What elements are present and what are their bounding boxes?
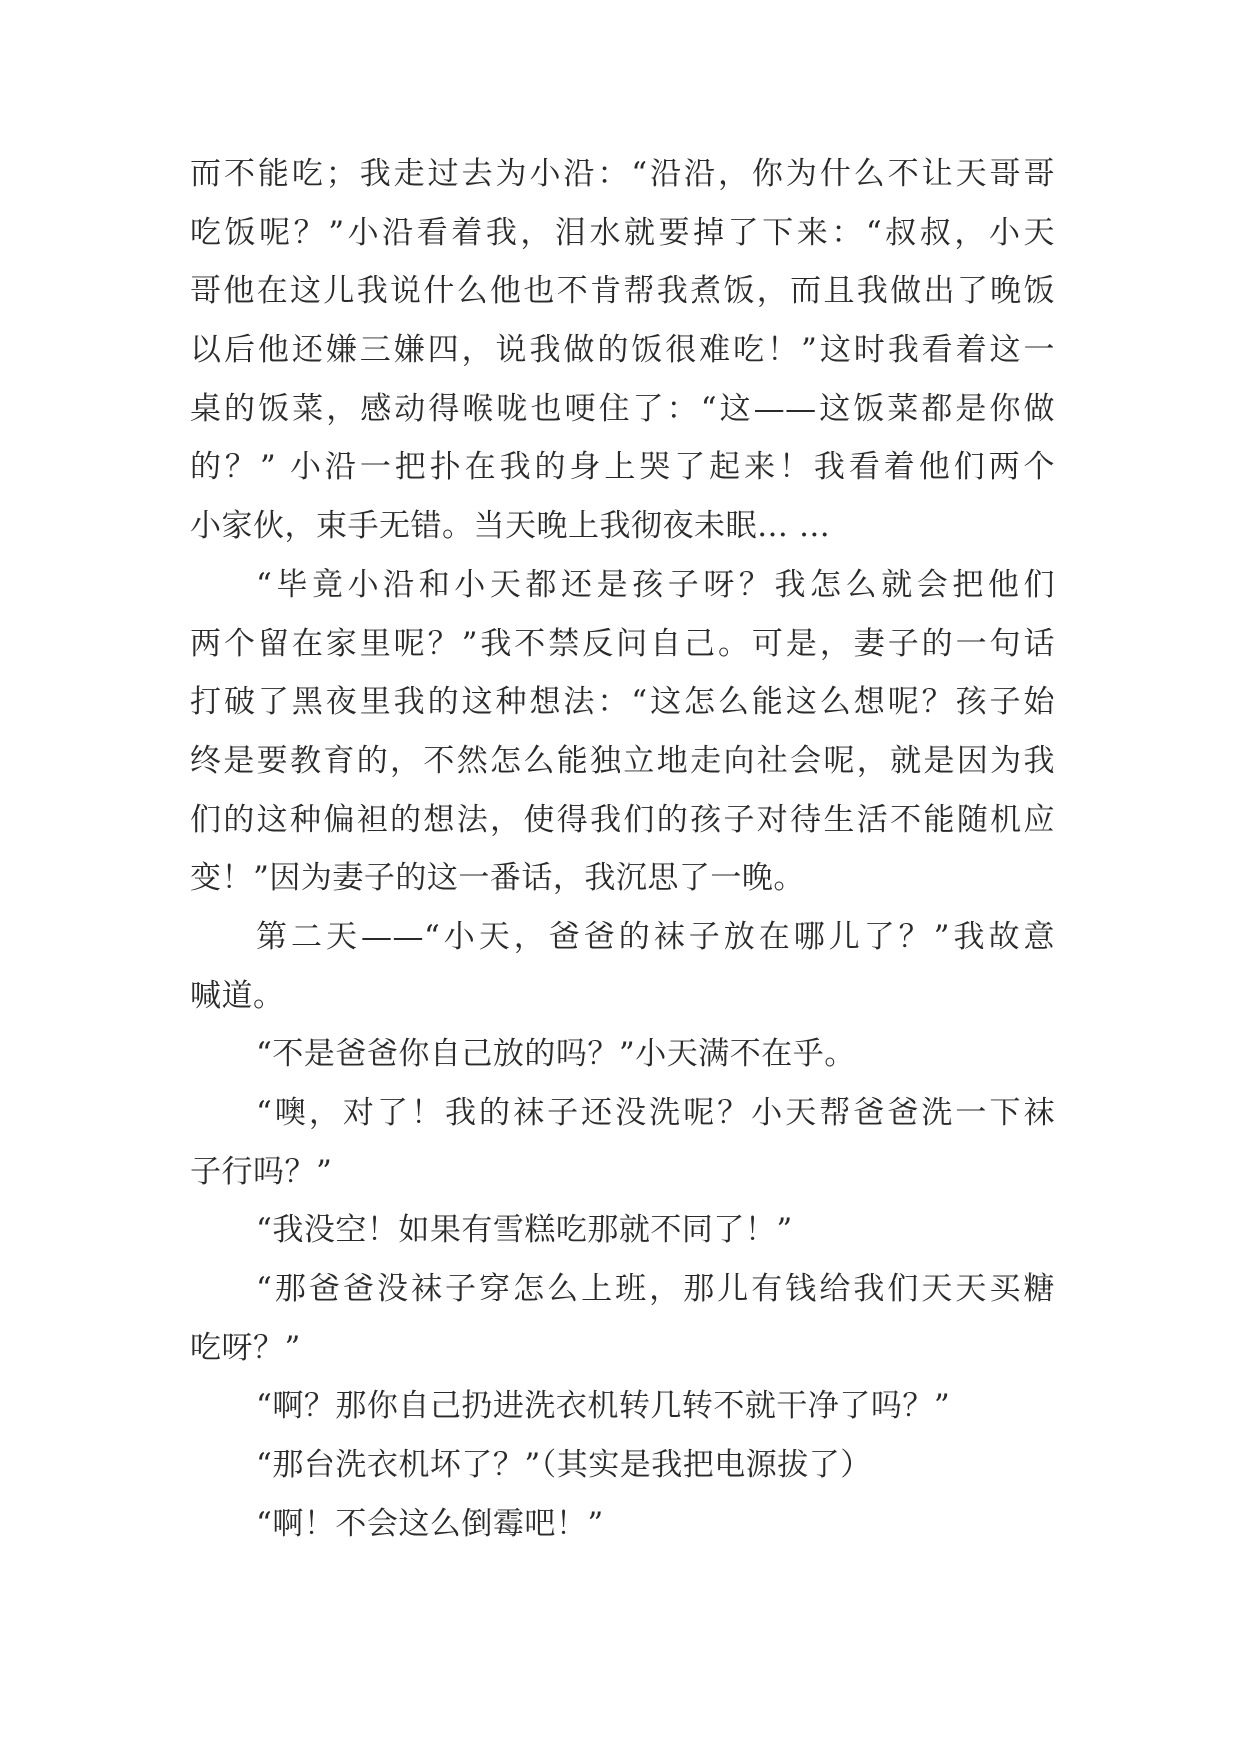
- text-line: 两个留在家里呢？”我不禁反问自己。可是，妻子的一句话: [190, 625, 1055, 662]
- text-line: 的？” 小沿一把扑在我的身上哭了起来！我看着他们两个: [190, 449, 1055, 486]
- text-line: “啊？那你自己扔进洗衣机转几转不就干净了吗？”: [256, 1388, 951, 1425]
- text-line: 喊道。: [190, 977, 285, 1014]
- text-line: “我没空！如果有雪糕吃那就不同了！”: [256, 1212, 793, 1249]
- text-line: 第二天——“小天，爸爸的袜子放在哪儿了？”我故意: [256, 918, 1055, 955]
- body-text: [190, 145, 1055, 1554]
- text-line: “啊！不会这么倒霉吧！”: [256, 1505, 604, 1542]
- text-line: 打破了黑夜里我的这种想法：“这怎么能这么想呢？孩子始: [190, 684, 1055, 721]
- text-line: “毕竟小沿和小天都还是孩子呀？我怎么就会把他们: [256, 566, 1055, 603]
- text-line: 哥他在这儿我说什么他也不肯帮我煮饭，而且我做出了晚饭: [190, 273, 1055, 310]
- text-line: 吃饭呢？”小沿看着我，泪水就要掉了下来：“叔叔，小天: [190, 214, 1055, 251]
- text-line: 终是要教育的，不然怎么能独立地走向社会呢，就是因为我: [190, 742, 1055, 779]
- text-line: 以后他还嫌三嫌四，说我做的饭很难吃！”这时我看着这一: [190, 332, 1055, 369]
- text-line: “不是爸爸你自己放的吗？”小天满不在乎。: [256, 1036, 856, 1073]
- text-line: “那台洗衣机坏了？”（其实是我把电源拔了）: [256, 1447, 872, 1484]
- text-line: 吃呀？”: [190, 1329, 301, 1366]
- text-line: 而不能吃；我走过去为小沿：“沿沿，你为什么不让天哥哥: [190, 156, 1055, 192]
- text-line: 桌的饭菜，感动得喉咙也哽住了：“这——这饭菜都是你做: [190, 390, 1055, 427]
- text-line: 子行吗？”: [190, 1153, 333, 1190]
- text-line: 变！”因为妻子的这一番话，我沉思了一晚。: [190, 860, 805, 897]
- text-line: 小家伙，束手无错。当天晚上我彻夜未眠… …: [190, 508, 831, 545]
- text-line: “那爸爸没袜子穿怎么上班，那儿有钱给我们天天买糖: [256, 1271, 1055, 1308]
- text-line: “噢，对了！我的袜子还没洗呢？小天帮爸爸洗一下袜: [256, 1095, 1055, 1131]
- text-line: 们的这种偏袒的想法，使得我们的孩子对待生活不能随机应: [190, 801, 1055, 838]
